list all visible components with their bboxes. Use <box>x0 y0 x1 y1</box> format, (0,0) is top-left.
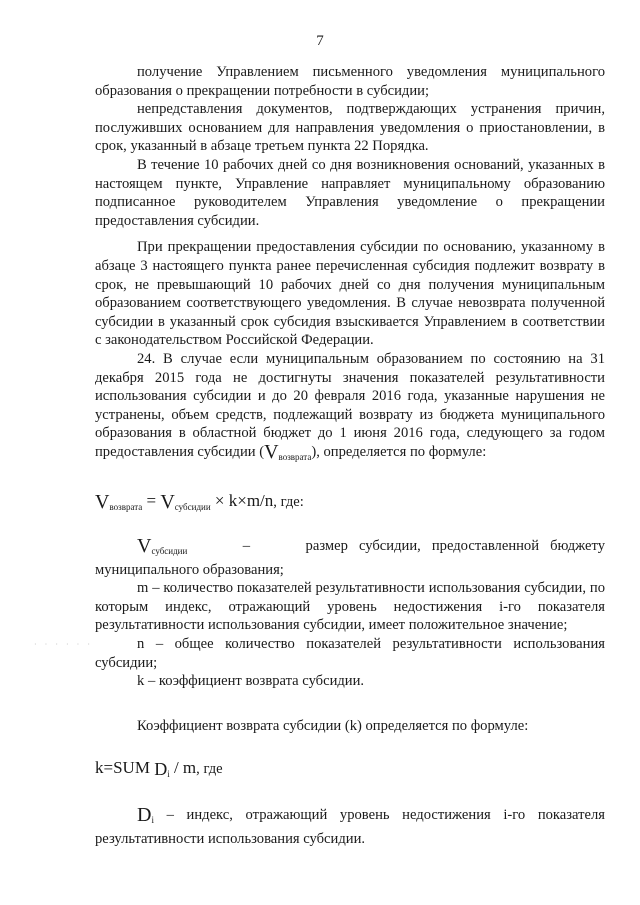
symbol-d: D <box>154 759 168 780</box>
formula-suffix: , где <box>196 761 223 778</box>
paragraph-text: 24. В случае если муниципальным образованием по состоянию на 31 декабря 2015 года не достигнуты значения показателей результативности использования субсидии и до 20 февраля 2016 года, указанные нарушения не устранены, объем средств, подлежащий возврату из бюджета муниципального образования в областной бюджет до 1 июня 2016 года, следующего за годом предоставления субсидии ( <box>95 350 605 460</box>
formula-suffix: , где: <box>273 494 304 511</box>
formula-rest: / m <box>169 758 197 778</box>
subscript: субсидии <box>174 502 211 513</box>
formula-eq: = <box>142 491 161 511</box>
paragraph: При прекращении предоставления субсидии по основанию, указанному в абзаце 3 настоящего пункта ранее перечисленная субсидия подлежит возврату в срок, не превышающий 10 рабочих дней со дня получения муниципальным образованием соответствующего уведомления. В случае невозврата полученной субсидии в указанный срок субсидия взыскивается Управлением в соответствии с законодательством Российской Федерации. <box>95 239 605 349</box>
definition-m: m – количество показателей результативности использования субсидии, по которым индекс, отражающий уровень недостижения i-го показателя результативности использования субсидии, имеет положительное значение; <box>95 580 605 634</box>
definition-d <box>95 806 605 848</box>
definition-text: размер субсидии, предоставленной бюджету муниципального образования; <box>95 538 605 578</box>
formula-return-volume <box>95 492 605 517</box>
symbol-d: D <box>137 804 152 826</box>
paragraph-24 <box>95 350 605 467</box>
definition-n: n – общее количество показателей результативности использования субсидии; <box>95 636 605 671</box>
formula-rest: × k×m/n <box>210 491 274 511</box>
definition-v <box>95 537 605 579</box>
definition-k: k – коэффициент возврата субсидии. <box>137 673 365 690</box>
document-body <box>95 63 605 848</box>
paragraph-text: ), определяется по формуле: <box>311 443 487 460</box>
k-intro: Коэффициент возврата субсидии (k) определяется по формуле: <box>137 717 529 734</box>
dash: – <box>242 538 251 555</box>
paragraph: В течение 10 рабочих дней со дня возникновения оснований, указанных в настоящем пункте, Управление направляет муниципальному образованию подписанное руководителем Управления уведомление о прекращении предоставления субсидии. <box>95 156 605 229</box>
subscript: возврата <box>278 451 312 462</box>
formula-prefix: k=SUM <box>95 758 155 778</box>
symbol-v: V <box>264 440 279 463</box>
subscript: i <box>151 815 154 825</box>
definition-text: – индекс, отражающий уровень недостижения i-го показателя результативности использования субсидии. <box>95 807 605 847</box>
subscript: субсидии <box>151 546 188 557</box>
paragraph: непредставления документов, подтверждающих устранения причин, послуживших основанием для направления уведомления о приостановлении, в срок, указанный в абзаце третьем пункта 22 Порядка. <box>95 101 605 155</box>
formula-k <box>95 759 605 784</box>
subscript: i <box>167 769 170 780</box>
paragraph: получение Управлением письменного уведомления муниципального образования о прекращении потребности в субсидии; <box>95 64 605 99</box>
symbol-v: V <box>137 535 152 558</box>
subscript: возврата <box>109 502 143 513</box>
page-number: 7 <box>316 33 324 49</box>
symbol-v: V <box>95 491 110 514</box>
scan-artifact: · · · · · · <box>34 640 93 649</box>
symbol-v: V <box>160 491 175 514</box>
